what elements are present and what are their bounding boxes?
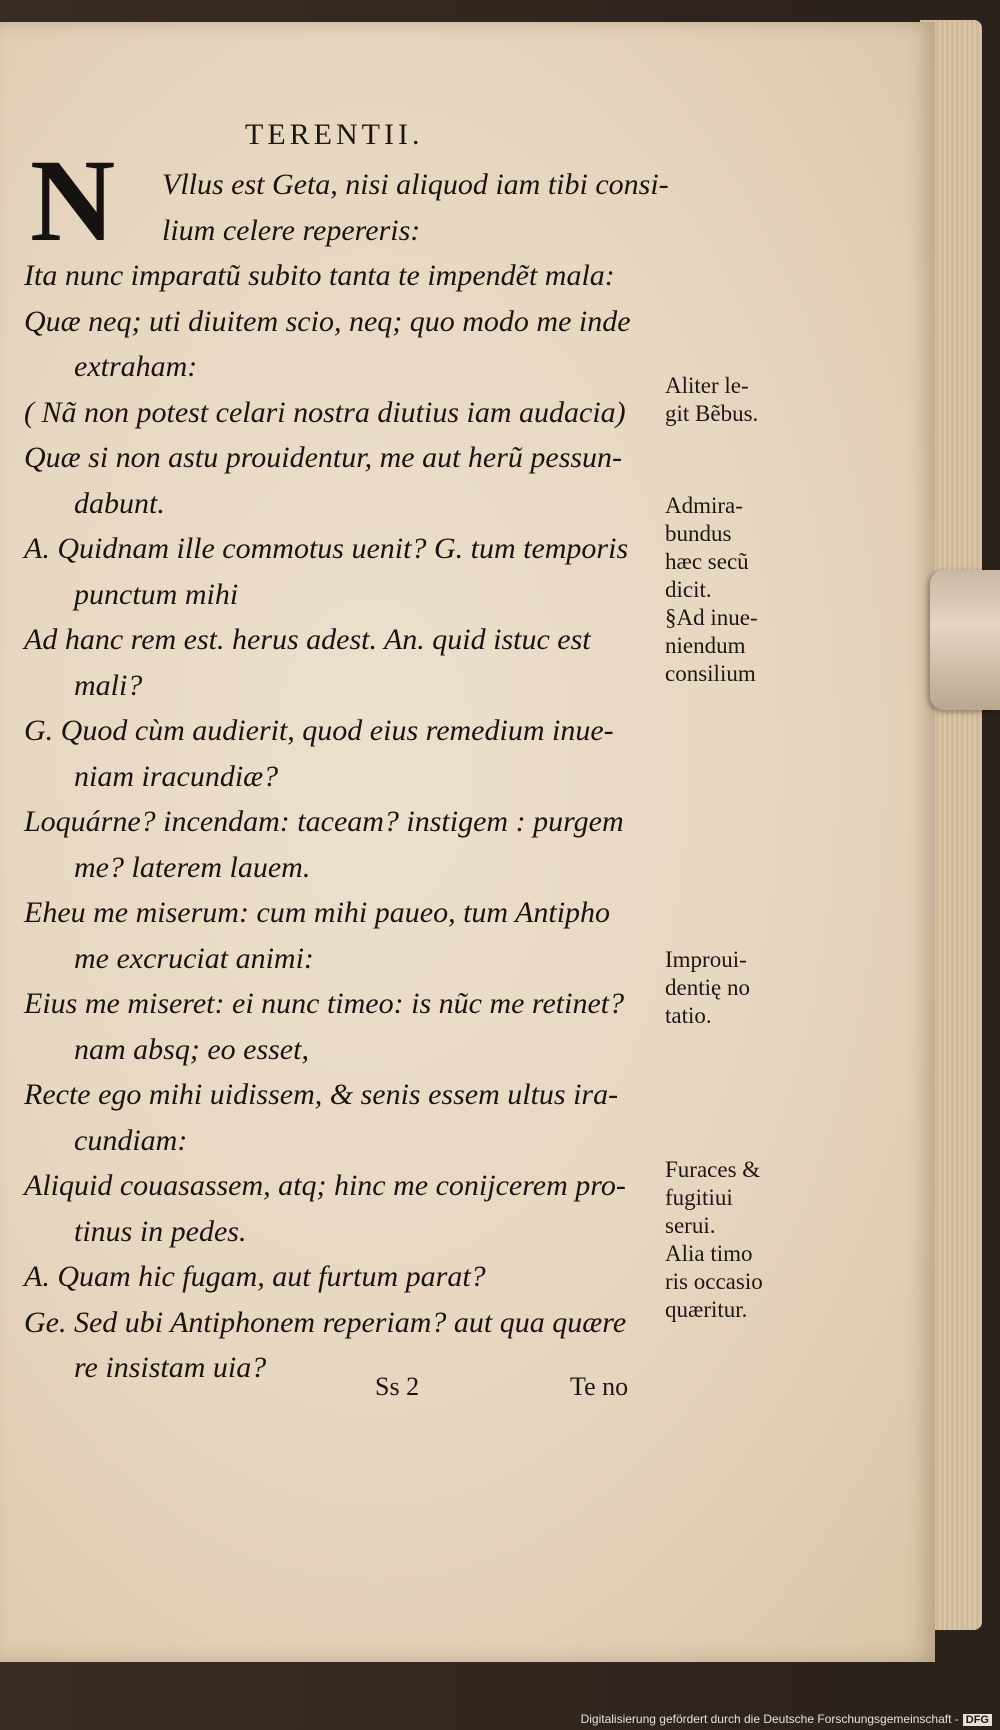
signature-mark: Ss 2 <box>375 1372 420 1401</box>
marginal-note: Furaces & fugitiui serui. Alia timo ris occasio quæritur. <box>665 1157 763 1322</box>
text-line: nam absq; eo esset, <box>74 1032 309 1066</box>
text-line: Quæ neq; uti diuitem scio, neq; quo modo me inde <box>24 304 631 338</box>
text-line: Eius me miseret: ei nunc timeo: is nũc me retinet? <box>24 987 625 1020</box>
drop-cap: N <box>30 135 116 266</box>
text-line: Ad hanc rem est. herus adest. An. quid istuc est <box>24 623 591 656</box>
text-line: ( Nã non potest celari nostra diutius iam audacia) <box>24 395 626 429</box>
text-line: G. Quod cùm audierit, quod eius remedium inue- <box>24 714 614 747</box>
text-line: Ita nunc imparatũ subito tanta te impendẽt mala: <box>24 259 615 292</box>
book-clasp <box>930 570 1000 710</box>
credit-text: Digitalisierung gefördert durch die Deutsche Forschungsgemeinschaft - <box>580 1712 959 1726</box>
text-line: A. Quidnam ille commotus uenit? G. tum temporis <box>24 532 629 565</box>
catchword: Te no <box>570 1372 629 1401</box>
text-line: A. Quam hic fugam, aut furtum parat? <box>24 1260 486 1293</box>
text-line: me excruciat animi: <box>74 941 314 975</box>
text-line: cundiam: <box>74 1123 188 1157</box>
marginal-note: Aliter le- git Bẽbus. <box>665 373 759 426</box>
marginal-note: Improui- dentię no tatio. <box>665 947 750 1028</box>
text-line: extraham: <box>74 350 198 383</box>
text-line: lium celere repereris: <box>162 213 421 247</box>
text-line: Ge. Sed ubi Antiphonem reperiam? aut qua quære <box>24 1305 627 1339</box>
text-line: Aliquid couasassem, atq; hinc me conijcerem pro- <box>24 1169 626 1202</box>
text-line: me? laterem lauem. <box>74 850 311 884</box>
text-line: Vllus est Geta, nisi aliquod iam tibi consi- <box>162 168 669 201</box>
text-line: re insistam uia? <box>74 1351 267 1384</box>
text-line: Quæ si non astu prouidentur, me aut herũ pessun- <box>24 441 623 474</box>
text-line: mali? <box>74 668 143 702</box>
text-line: niam iracundiæ? <box>74 759 279 793</box>
text-line: Loquárne? incendam: taceam? instigem : purgem <box>24 805 624 838</box>
main-text <box>24 162 669 1391</box>
text-line: dabunt. <box>74 486 165 520</box>
dfg-logo: DFG <box>963 1714 992 1726</box>
text-line: Eheu me miserum: cum mihi paueo, tum Antipho <box>24 896 611 929</box>
text-line: tinus in pedes. <box>74 1214 247 1248</box>
digitization-credit <box>581 1712 992 1726</box>
marginal-note: Admira- bundus hæc secũ dicit. §Ad inue- niendum consilium <box>665 493 758 686</box>
text-line: Recte ego mihi uidissem, & senis essem ultus ira- <box>24 1078 619 1111</box>
text-line: punctum mihi <box>74 577 239 611</box>
running-head: TERENTII. <box>245 118 424 151</box>
